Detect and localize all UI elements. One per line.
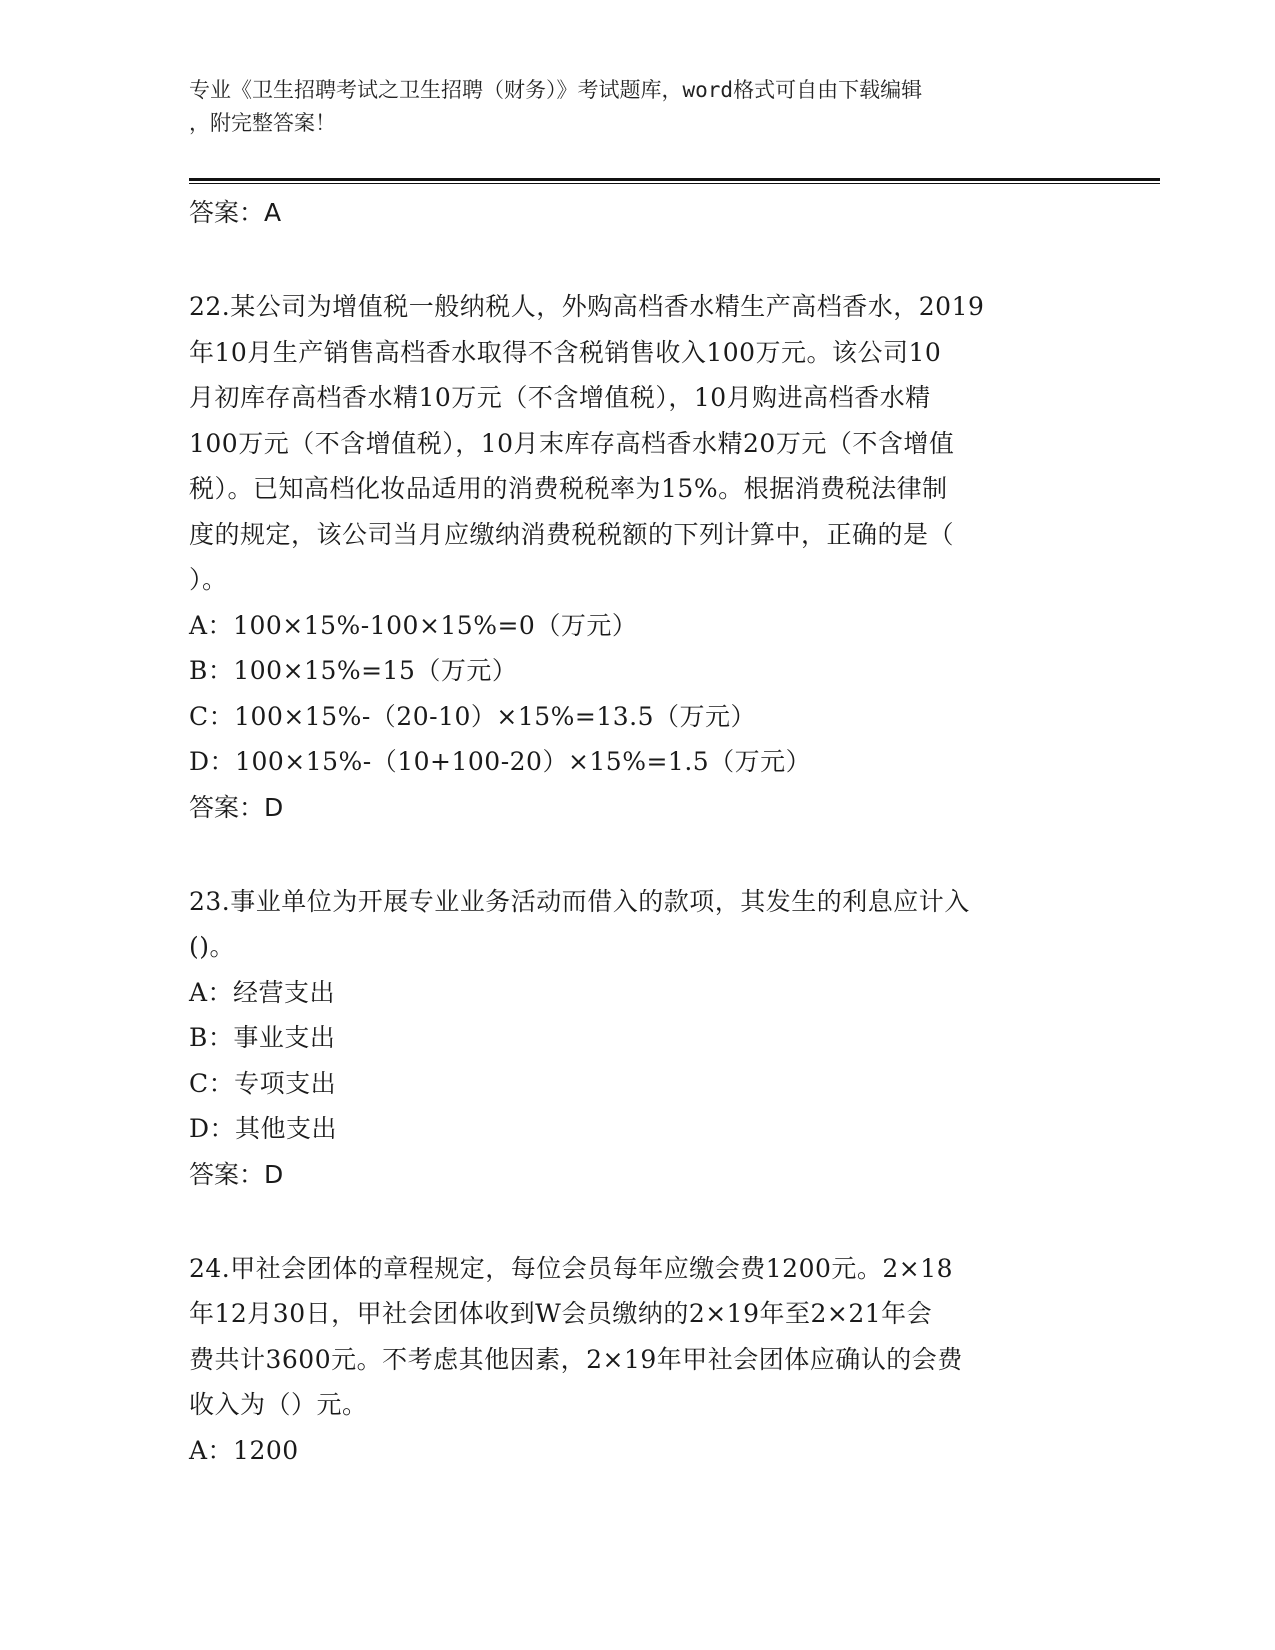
- question-text-line: 税）。已知高档化妆品适用的消费税税率为15%。根据消费税法律制: [189, 474, 948, 503]
- question-text-line: ()。: [189, 932, 236, 961]
- option-d: D：100×15%-（10+100-20）×15%=1.5（万元）: [189, 747, 812, 776]
- question-text-line: 23.事业单位为开展专业业务活动而借入的款项，其发生的利息应计入: [189, 886, 970, 916]
- option-d: D：其他支出: [189, 1114, 338, 1143]
- page-header: [189, 74, 1089, 140]
- question-text-line: 24.甲社会团体的章程规定，每位会员每年应缴会费1200元。2×18: [189, 1253, 954, 1283]
- header-line: 专业《卫生招聘考试之卫生招聘（财务）》考试题库，word格式可自由下载编辑: [189, 78, 923, 102]
- question-text-line: 22.某公司为增值税一般纳税人，外购高档香水精生产高档香水，2019: [189, 292, 985, 321]
- question-text-line: 收入为（）元。: [189, 1390, 368, 1419]
- question-text-line: 月初库存高档香水精10万元（不含增值税），10月购进高档香水精: [189, 383, 931, 412]
- header-divider-thin: [189, 183, 1160, 184]
- option-b: B：100×15%=15（万元）: [189, 656, 518, 685]
- question-22: [189, 284, 1089, 831]
- option-a: A：100×15%-100×15%=0（万元）: [189, 610, 638, 640]
- option-b: B：事业支出: [189, 1023, 336, 1052]
- answer-line: 答案：D: [189, 1159, 284, 1189]
- question-text-line: 100万元（不含增值税），10月末库存高档香水精20万元（不含增值: [189, 428, 955, 458]
- option-c: C：专项支出: [189, 1068, 337, 1098]
- question-text-line: 费共计3600元。不考虑其他因素，2×19年甲社会团体应确认的会费: [189, 1344, 963, 1374]
- header-divider-thick: [189, 178, 1160, 181]
- question-24: [189, 1246, 1089, 1474]
- question-text-line: 年10月生产销售高档香水取得不含税销售收入100万元。该公司10: [189, 337, 942, 367]
- question-text-line: 度的规定，该公司当月应缴纳消费税税额的下列计算中，正确的是（: [189, 519, 955, 549]
- question-text-line: ）。: [189, 565, 228, 594]
- option-a: A：经营支出: [189, 977, 336, 1007]
- answer-line: 答案：A: [189, 198, 282, 227]
- question-23: [189, 879, 1089, 1198]
- header-line: ，附完整答案！: [189, 111, 336, 135]
- option-c: C：100×15%-（20-10）×15%=13.5（万元）: [189, 701, 757, 731]
- option-a: A：1200: [189, 1435, 299, 1465]
- answer-line: 答案：D: [189, 792, 284, 822]
- question-list: [189, 190, 1089, 1473]
- question-text-line: 年12月30日，甲社会团体收到W会员缴纳的2×19年至2×21年会: [189, 1299, 933, 1328]
